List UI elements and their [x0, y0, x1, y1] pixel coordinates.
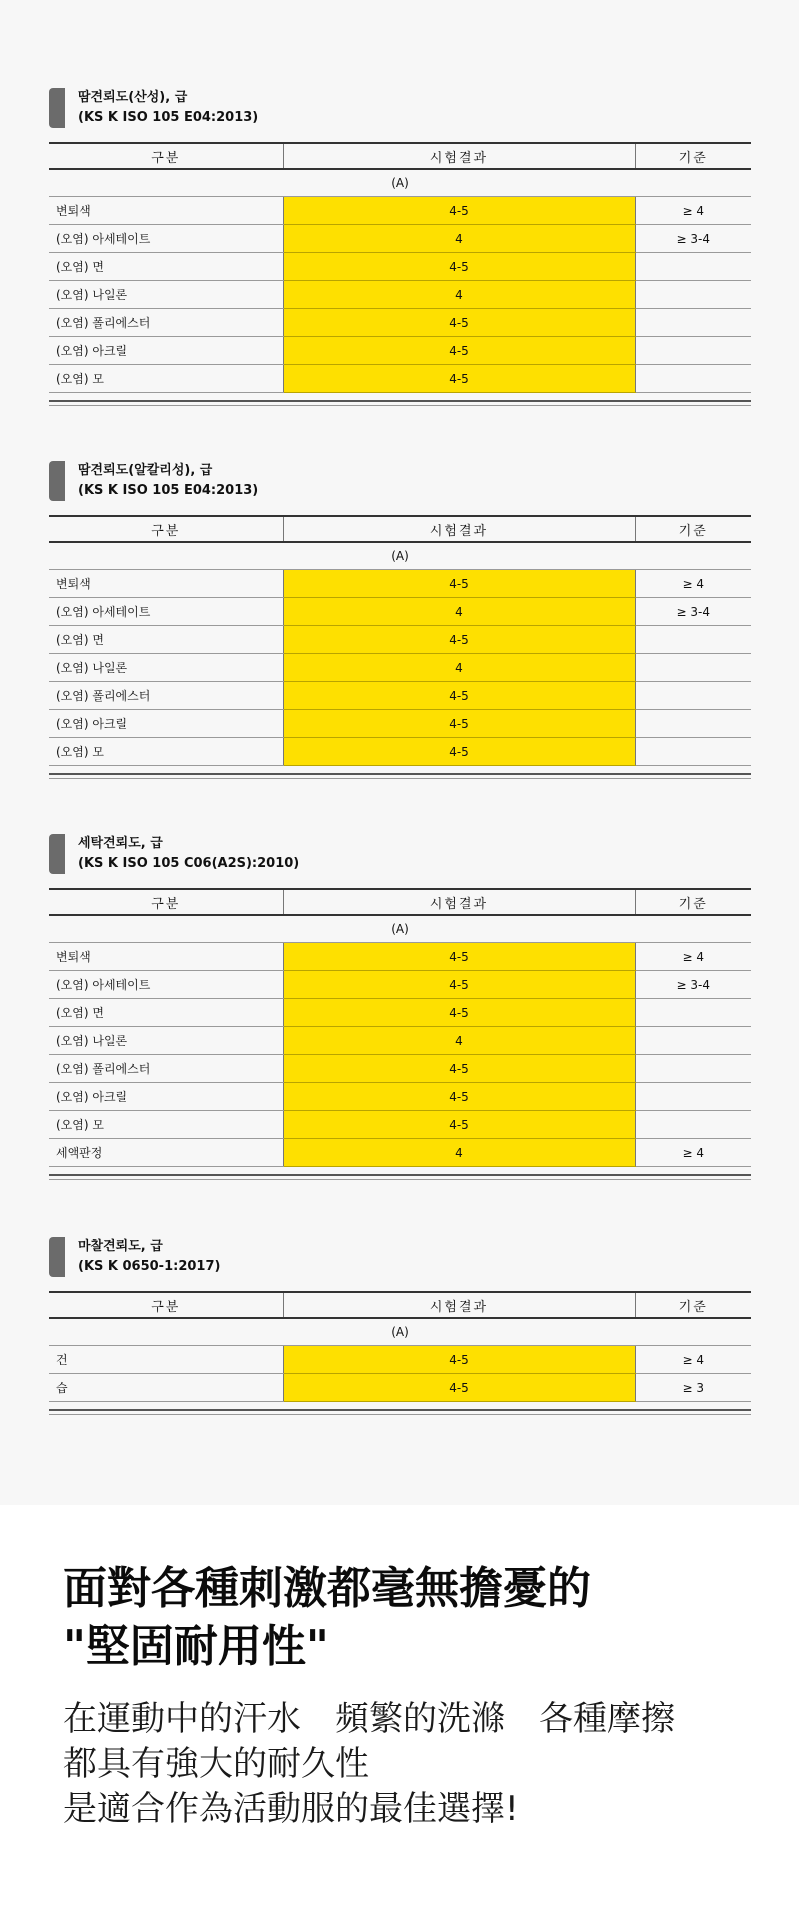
promo-headline: [63, 1560, 591, 1676]
section-header: [49, 461, 751, 505]
row-standard: ≥ 4: [635, 943, 751, 971]
row-value: 4-5: [283, 999, 635, 1027]
section-title-line1: 땀견뢰도(산성), 급: [78, 90, 188, 105]
row-value: 4-5: [283, 971, 635, 999]
row-value: 4-5: [283, 682, 635, 710]
row-value: 4-5: [283, 943, 635, 971]
row-standard: [635, 1027, 751, 1055]
row-item: (오염) 모: [49, 365, 283, 393]
results-table: [49, 888, 751, 1167]
unit-label: (A): [49, 915, 751, 943]
col-header-category: 구분: [49, 143, 283, 169]
table-row: [49, 281, 751, 309]
section-marker: [49, 834, 65, 874]
row-value: 4-5: [283, 309, 635, 337]
results-table: [49, 1291, 751, 1402]
table-row: [49, 1055, 751, 1083]
section-end-rule: [49, 773, 751, 779]
headline-line2: "堅固耐用性": [63, 1621, 329, 1672]
col-header-result: 시험결과: [283, 516, 635, 542]
row-item: 변퇴색: [49, 570, 283, 598]
body-line1-part-a: 在運動中的汗水: [63, 1699, 301, 1739]
row-standard: ≥ 4: [635, 1346, 751, 1374]
section-marker: [49, 88, 65, 128]
row-value: 4-5: [283, 738, 635, 766]
table-row: [49, 1027, 751, 1055]
row-value: 4-5: [283, 197, 635, 225]
unit-row: [49, 542, 751, 570]
table-header-row: [49, 889, 751, 915]
row-item: (오염) 폴리에스터: [49, 682, 283, 710]
row-standard: [635, 626, 751, 654]
table-row: [49, 253, 751, 281]
row-item: (오염) 아크릴: [49, 337, 283, 365]
table-row: [49, 598, 751, 626]
table-row: [49, 654, 751, 682]
table-row: [49, 309, 751, 337]
row-standard: [635, 1111, 751, 1139]
table-row: [49, 738, 751, 766]
row-value: 4-5: [283, 710, 635, 738]
section-title-line2: (KS K 0650-1:2017): [78, 1259, 221, 1274]
col-header-standard: 기준: [635, 1292, 751, 1318]
section-title-line1: 땀견뢰도(알칼리성), 급: [78, 463, 213, 478]
row-item: (오염) 아세테이트: [49, 971, 283, 999]
row-standard: ≥ 3-4: [635, 225, 751, 253]
body-line2: 都具有強大的耐久性: [63, 1744, 369, 1784]
row-item: (오염) 면: [49, 999, 283, 1027]
section-title-line1: 마찰견뢰도, 급: [78, 1239, 163, 1254]
row-item: (오염) 면: [49, 626, 283, 654]
row-value: 4-5: [283, 1055, 635, 1083]
table-row: [49, 1111, 751, 1139]
table-header-row: [49, 143, 751, 169]
table-row: [49, 999, 751, 1027]
row-item: 건: [49, 1346, 283, 1374]
section-end-rule: [49, 400, 751, 406]
col-header-category: 구분: [49, 1292, 283, 1318]
row-standard: ≥ 4: [635, 1139, 751, 1167]
section-title-line2: (KS K ISO 105 E04:2013): [78, 110, 259, 125]
col-header-standard: 기준: [635, 143, 751, 169]
row-value: 4-5: [283, 1111, 635, 1139]
table-row: [49, 225, 751, 253]
row-value: 4-5: [283, 365, 635, 393]
body-line1: [63, 1697, 675, 1742]
unit-row: [49, 915, 751, 943]
section-title-line1: 세탁견뢰도, 급: [78, 836, 163, 851]
table-row: [49, 1139, 751, 1167]
row-item: (오염) 아크릴: [49, 1083, 283, 1111]
row-value: 4-5: [283, 253, 635, 281]
table-row: [49, 1083, 751, 1111]
row-standard: [635, 365, 751, 393]
section-end-rule: [49, 1174, 751, 1180]
col-header-result: 시험결과: [283, 1292, 635, 1318]
row-standard: ≥ 4: [635, 197, 751, 225]
row-value: 4-5: [283, 626, 635, 654]
row-item: (오염) 나일론: [49, 281, 283, 309]
table-row: [49, 682, 751, 710]
row-value: 4: [283, 1139, 635, 1167]
body-line1-part-b: 頻繁的洗滌: [335, 1699, 505, 1739]
unit-label: (A): [49, 169, 751, 197]
table-row: [49, 943, 751, 971]
col-header-category: 구분: [49, 516, 283, 542]
row-standard: [635, 682, 751, 710]
section-marker: [49, 461, 65, 501]
table-row: [49, 365, 751, 393]
section-title: [78, 834, 299, 874]
col-header-category: 구분: [49, 889, 283, 915]
row-standard: [635, 253, 751, 281]
rubbing-fastness-section: [49, 1237, 751, 1415]
row-item: (오염) 아세테이트: [49, 225, 283, 253]
row-item: 변퇴색: [49, 197, 283, 225]
section-title: [78, 461, 258, 501]
results-table: [49, 142, 751, 393]
body-line3: 是適合作為活動服的最佳選擇!: [63, 1789, 519, 1829]
table-row: [49, 710, 751, 738]
promo-body: [63, 1697, 675, 1832]
body-line1-part-c: 各種摩擦: [539, 1699, 675, 1739]
headline-line1: 面對各種刺激都毫無擔憂的: [63, 1563, 591, 1614]
unit-row: [49, 169, 751, 197]
row-standard: [635, 710, 751, 738]
row-item: (오염) 아세테이트: [49, 598, 283, 626]
row-value: 4-5: [283, 1374, 635, 1402]
section-title: [78, 88, 258, 128]
table-row: [49, 1374, 751, 1402]
unit-label: (A): [49, 542, 751, 570]
row-item: 세액판정: [49, 1139, 283, 1167]
row-value: 4: [283, 598, 635, 626]
row-value: 4: [283, 225, 635, 253]
table-row: [49, 570, 751, 598]
col-header-standard: 기준: [635, 516, 751, 542]
row-item: (오염) 면: [49, 253, 283, 281]
table-row: [49, 197, 751, 225]
section-header: [49, 834, 751, 878]
table-row: [49, 337, 751, 365]
row-standard: [635, 999, 751, 1027]
row-standard: [635, 1055, 751, 1083]
row-standard: [635, 1083, 751, 1111]
alkaline-perspiration-section: [49, 461, 751, 779]
row-item: (오염) 아크릴: [49, 710, 283, 738]
row-standard: ≥ 4: [635, 570, 751, 598]
col-header-result: 시험결과: [283, 889, 635, 915]
row-item: 변퇴색: [49, 943, 283, 971]
table-row: [49, 626, 751, 654]
row-item: (오염) 폴리에스터: [49, 309, 283, 337]
section-title: [78, 1237, 220, 1277]
row-item: 습: [49, 1374, 283, 1402]
row-value: 4: [283, 654, 635, 682]
row-value: 4-5: [283, 337, 635, 365]
row-standard: [635, 337, 751, 365]
row-item: (오염) 모: [49, 1111, 283, 1139]
row-standard: [635, 654, 751, 682]
washing-fastness-section: [49, 834, 751, 1180]
section-title-line2: (KS K ISO 105 E04:2013): [78, 483, 259, 498]
row-value: 4: [283, 1027, 635, 1055]
row-item: (오염) 나일론: [49, 1027, 283, 1055]
section-end-rule: [49, 1409, 751, 1415]
results-table: [49, 515, 751, 766]
row-item: (오염) 폴리에스터: [49, 1055, 283, 1083]
row-value: 4-5: [283, 1083, 635, 1111]
table-header-row: [49, 1292, 751, 1318]
row-item: (오염) 모: [49, 738, 283, 766]
row-item: (오염) 나일론: [49, 654, 283, 682]
table-row: [49, 971, 751, 999]
acid-perspiration-section: [49, 88, 751, 406]
table-row: [49, 1346, 751, 1374]
row-standard: [635, 281, 751, 309]
row-standard: [635, 738, 751, 766]
unit-label: (A): [49, 1318, 751, 1346]
unit-row: [49, 1318, 751, 1346]
row-value: 4-5: [283, 570, 635, 598]
section-marker: [49, 1237, 65, 1277]
col-header-standard: 기준: [635, 889, 751, 915]
row-value: 4: [283, 281, 635, 309]
row-standard: [635, 309, 751, 337]
row-value: 4-5: [283, 1346, 635, 1374]
section-title-line2: (KS K ISO 105 C06(A2S):2010): [78, 856, 300, 871]
table-header-row: [49, 516, 751, 542]
row-standard: ≥ 3-4: [635, 971, 751, 999]
row-standard: ≥ 3: [635, 1374, 751, 1402]
section-header: [49, 1237, 751, 1281]
row-standard: ≥ 3-4: [635, 598, 751, 626]
col-header-result: 시험결과: [283, 143, 635, 169]
section-header: [49, 88, 751, 132]
